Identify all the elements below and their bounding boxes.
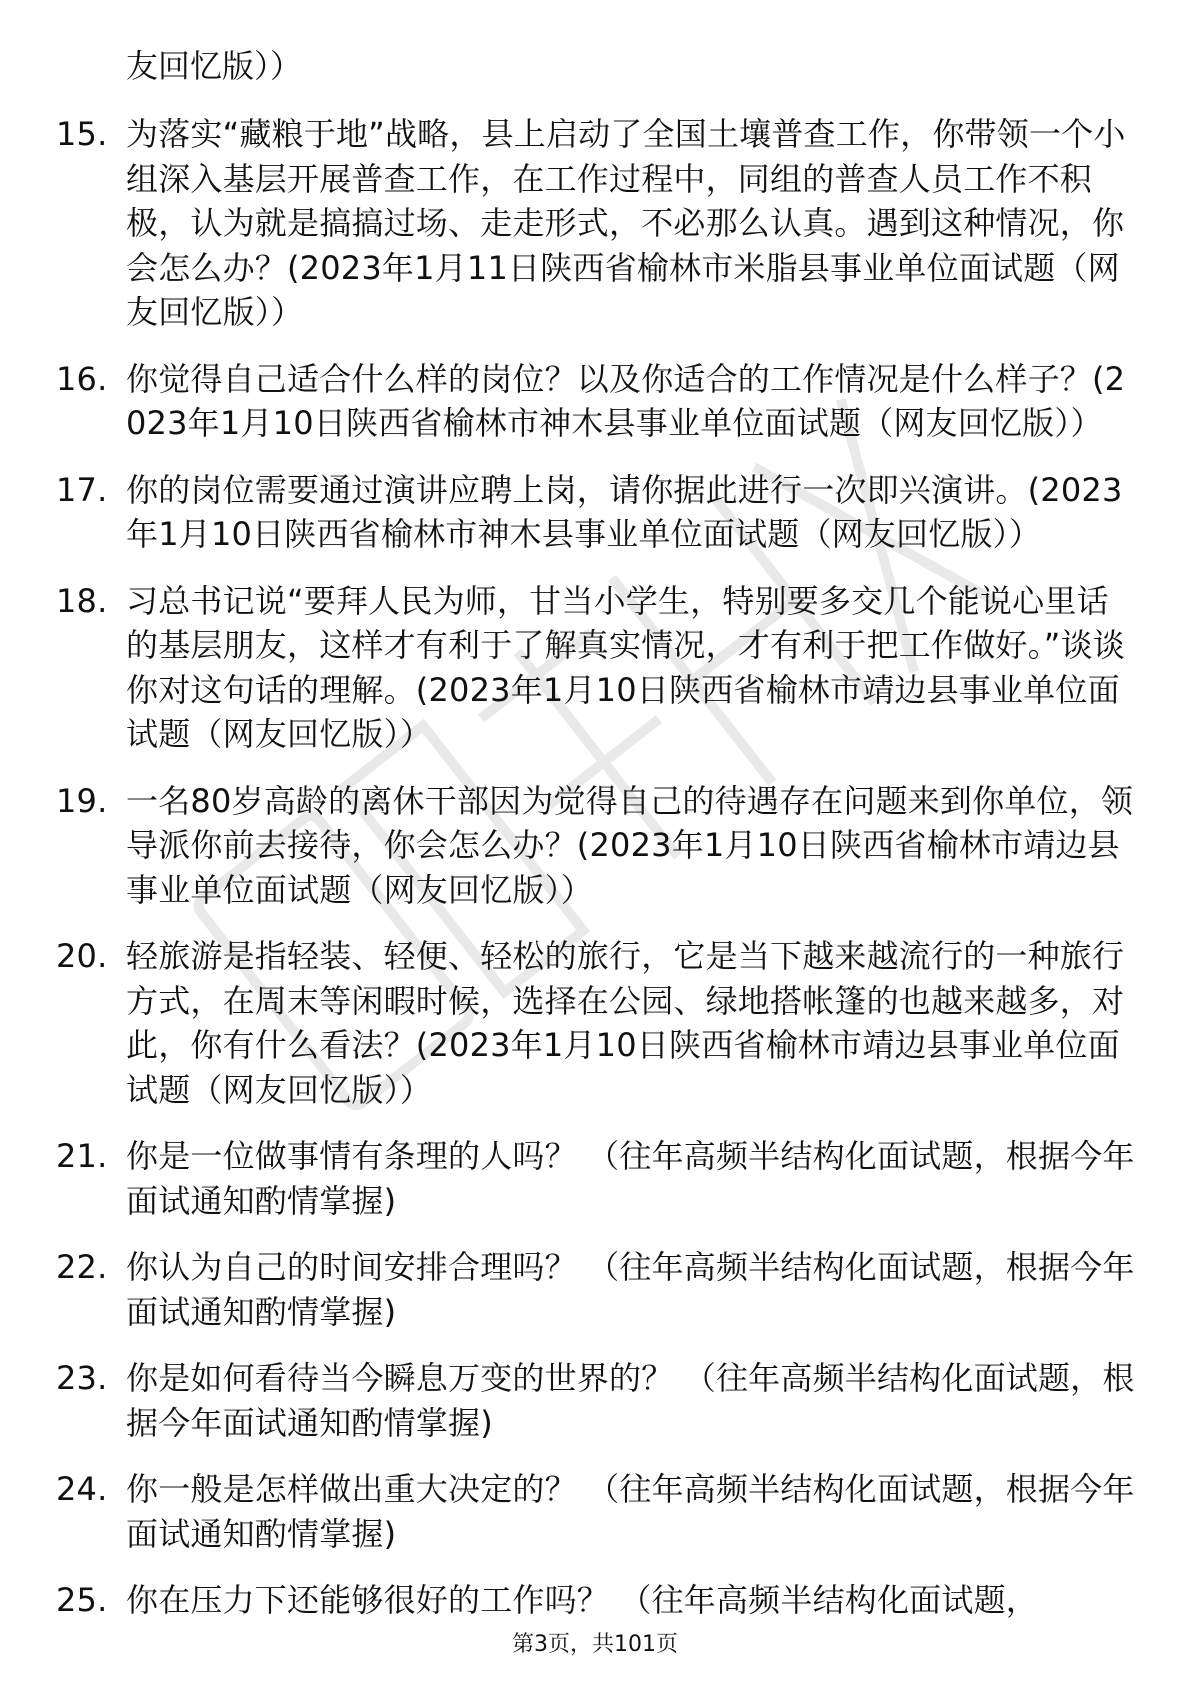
question-number: 18. bbox=[56, 581, 108, 620]
question-list bbox=[56, 112, 1136, 1645]
list-item bbox=[56, 934, 1136, 1112]
list-item bbox=[56, 779, 1136, 913]
question-number: 24. bbox=[56, 1470, 108, 1508]
question-number: 21. bbox=[56, 1137, 108, 1175]
question-text: 习总书记说“要拜人民为师，甘当小学生，特别要多交几个能说心里话的基层朋友，这样才有利于了解真实情况，才有利于把工作做好。”谈谈你对这句话的理解。(2023年1月10日陕西省榆林市靖边县事业单位面试题（网友回忆版）） bbox=[126, 581, 1125, 753]
list-item bbox=[56, 357, 1136, 446]
question-number: 25. bbox=[56, 1581, 108, 1619]
page-footer: 第3页，共101页 bbox=[512, 1632, 678, 1657]
question-text: 你一般是怎样做出重大决定的？ （往年高频半结构化面试题，根据今年面试通知酌情掌握) bbox=[126, 1470, 1135, 1553]
question-number: 15. bbox=[56, 115, 108, 153]
question-number: 23. bbox=[56, 1359, 108, 1397]
question-number: 20. bbox=[56, 937, 108, 975]
list-item bbox=[56, 579, 1136, 757]
list-item bbox=[56, 1578, 1136, 1623]
question-text: 一名80岁高龄的离休干部因为觉得自己的待遇存在问题来到你单位，领导派你前去接待，你会怎么办？(2023年1月10日陕西省榆林市靖边县事业单位面试题（网友回忆版）） bbox=[126, 781, 1134, 909]
question-number: 17. bbox=[56, 470, 108, 509]
question-number: 16. bbox=[56, 359, 108, 398]
question-text: 你是一位做事情有条理的人吗？ （往年高频半结构化面试题，根据今年面试通知酌情掌握) bbox=[126, 1137, 1135, 1220]
continuation-text: 友回忆版）） bbox=[126, 47, 303, 85]
question-text: 你认为自己的时间安排合理吗？ （往年高频半结构化面试题，根据今年面试通知酌情掌握) bbox=[126, 1248, 1135, 1331]
question-text: 你在压力下还能够很好的工作吗？ （往年高频半结构化面试题， bbox=[126, 1581, 1038, 1619]
question-text: 为落实“藏粮于地”战略，县上启动了全国土壤普查工作，你带领一个小组深入基层开展普查工作，在工作过程中，同组的普查人员工作不积极，认为就是搞搞过场、走走形式，不必那么认真。遇到这种情况，你会怎么办？(2023年1月11日陕西省榆林市米脂县事业单位面试题（网友回忆版）） bbox=[126, 115, 1126, 331]
question-text: 你是如何看待当今瞬息万变的世界的？ （往年高频半结构化面试题，根据今年面试通知酌情掌握) bbox=[126, 1359, 1135, 1442]
question-number: 19. bbox=[56, 781, 108, 820]
question-text: 轻旅游是指轻装、轻便、轻松的旅行，它是当下越来越流行的一种旅行方式，在周末等闲暇时候，选择在公园、绿地搭帐篷的也越来越多，对此，你有什么看法？(2023年1月10日陕西省榆林市靖边县事业单位面试题（网友回忆版）） bbox=[126, 937, 1125, 1109]
list-item bbox=[56, 1134, 1136, 1223]
list-item bbox=[56, 1467, 1136, 1556]
question-text: 你觉得自己适合什么样的岗位？以及你适合的工作情况是什么样子？(2023年1月10日陕西省榆林市神木县事业单位面试题（网友回忆版）） bbox=[126, 359, 1126, 442]
list-item bbox=[56, 1356, 1136, 1445]
list-item bbox=[56, 1245, 1136, 1334]
list-item bbox=[56, 468, 1136, 557]
question-text: 你的岗位需要通过演讲应聘上岗，请你据此进行一次即兴演讲。(2023年1月10日陕西省榆林市神木县事业单位面试题（网友回忆版）） bbox=[126, 470, 1123, 553]
list-item bbox=[56, 112, 1136, 335]
question-number: 22. bbox=[56, 1248, 108, 1286]
